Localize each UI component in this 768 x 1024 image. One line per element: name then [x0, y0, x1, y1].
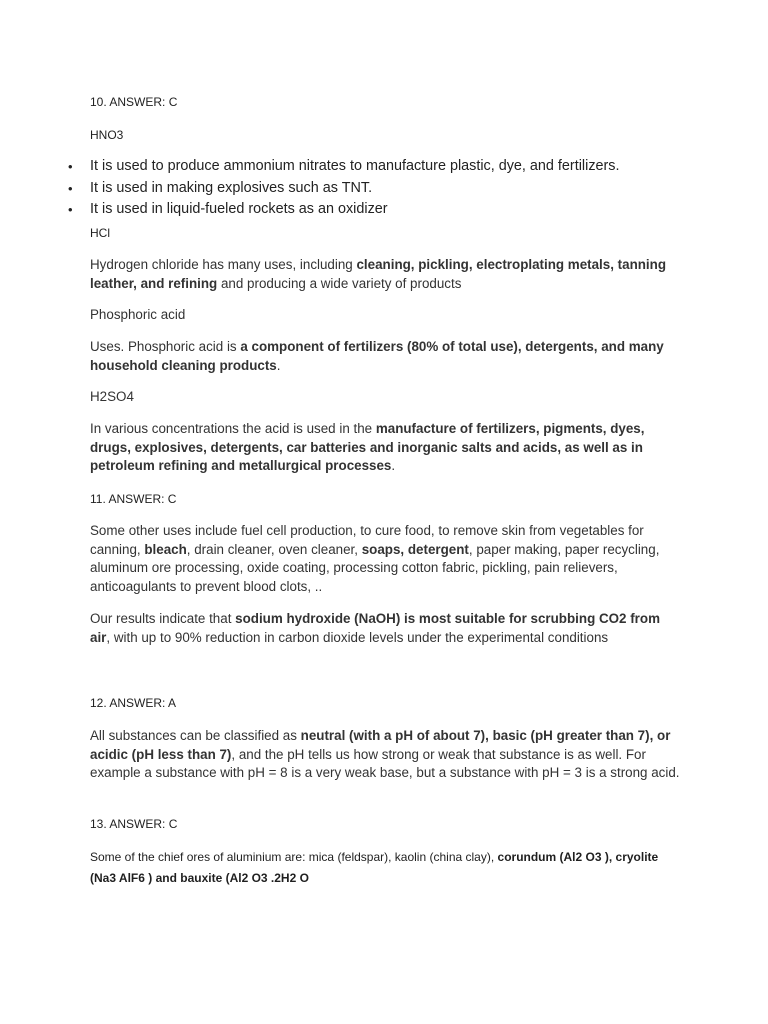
hcl-paragraph: Hydrogen chloride has many uses, including cleaning, pickling, electroplating metals, tanning leather, and refining and producing a wide variety of products	[90, 257, 667, 291]
q13-ores-paragraph: Some of the chief ores of aluminium are: mica (feldspar), kaolin (china clay), corundum (Al2 O3 ), cryolite (Na3 AlF6 ) and bauxite (Al2 O3 .2H2 O	[90, 850, 659, 885]
h2so4-heading: H2SO4	[90, 389, 134, 404]
list-item: • It is used to produce ammonium nitrates to manufacture plastic, dye, and fertilizers.	[90, 156, 690, 178]
q12-answer: 12. ANSWER: A	[90, 696, 177, 710]
h2so4-paragraph: In various concentrations the acid is used in the manufacture of fertilizers, pigments, dyes, drugs, explosives, detergents, car batteries and inorganic salts and acids, as well as in petroleum refining and metallurgical processes.	[90, 421, 645, 474]
hno3-heading: HNO3	[90, 128, 124, 142]
list-item: • It is used in making explosives such as TNT.	[90, 178, 690, 200]
q11-answer: 11. ANSWER: C	[90, 492, 177, 506]
list-item: • It is used in liquid-fueled rockets as an oxidizer	[90, 199, 690, 221]
hcl-heading: HCl	[90, 226, 110, 240]
phosphoric-heading: Phosphoric acid	[90, 307, 186, 322]
phosphoric-paragraph: Uses. Phosphoric acid is a component of fertilizers (80% of total use), detergents, and many household cleaning products.	[90, 339, 664, 373]
hno3-uses-list	[90, 156, 690, 221]
q11-results-paragraph: Our results indicate that sodium hydroxide (NaOH) is most suitable for scrubbing CO2 from air, with up to 90% reduction in carbon dioxide levels under the experimental conditions	[90, 611, 660, 645]
q12-ph-paragraph: All substances can be classified as neutral (with a pH of about 7), basic (pH greater than 7), or acidic (pH less than 7), and the pH tells us how strong or weak that substance is as well. For example a substance with pH = 8 is a very weak base, but a substance with pH = 3 is a strong acid.	[90, 728, 680, 781]
q10-answer: 10. ANSWER: C	[90, 95, 178, 109]
q13-answer: 13. ANSWER: C	[90, 817, 178, 831]
q11-uses-paragraph: Some other uses include fuel cell production, to cure food, to remove skin from vegetables for canning, bleach, drain cleaner, oven cleaner, soaps, detergent, paper making, paper recycling, aluminum ore processing, oxide coating, processing cotton fabric, pickling, pain relievers, anticoagulants to prevent blood clots, ..	[90, 523, 660, 594]
